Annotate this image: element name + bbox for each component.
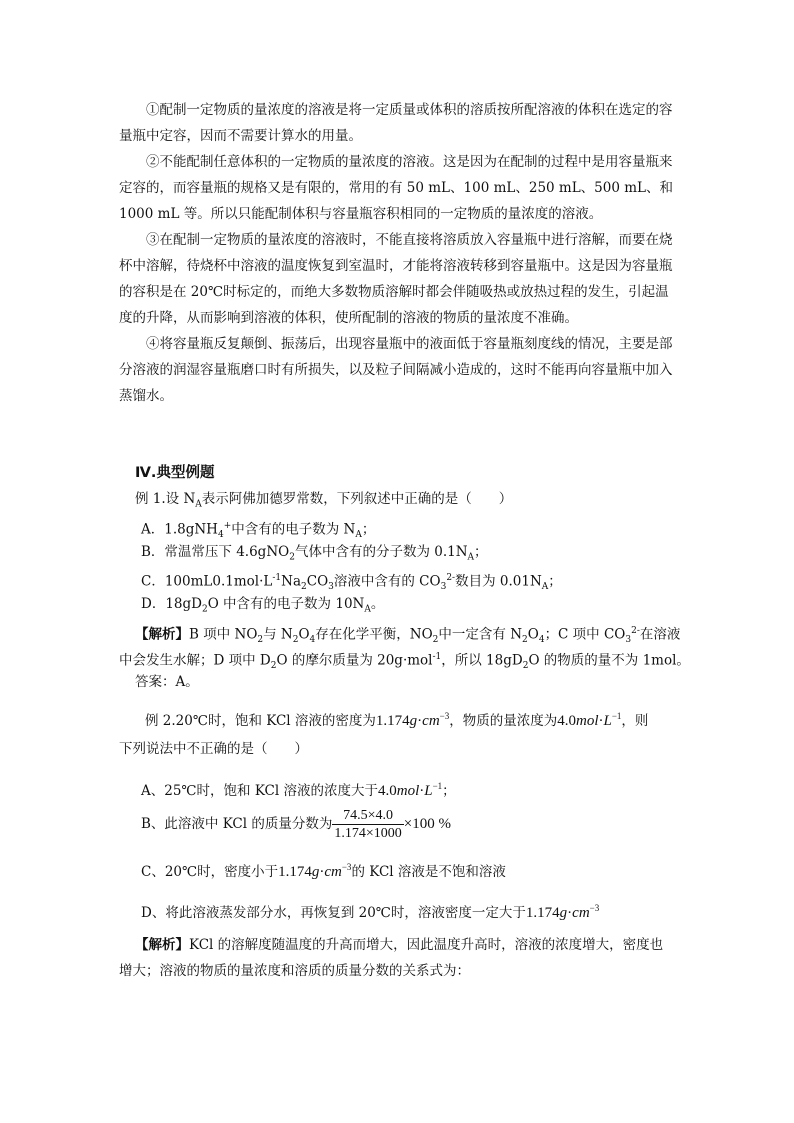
example1-stem: 例 1.设 $N_A$表示阿佛加德罗常数，下列叙述中正确的是（ ） <box>135 491 513 510</box>
example1-answer: 答案：A。 <box>135 674 199 690</box>
note-paragraph-4: ④将容量瓶反复颠倒、振荡后，出现容量瓶中的液面低于容量瓶刻度线的情况，主要是部分溶液的润湿容量瓶磨口时有所损失，以及粒子间隔减小造成的，这时不能再向容量瓶中加入蒸馏水。 <box>119 336 673 404</box>
example1-option-c: C．$100mL0.1mol\cdot L^{-1}Na_2CO_3$溶液中含有的 $CO_3^{2-}$数目为 $0.01N_A$； <box>141 573 562 593</box>
note-paragraph-3: ③在配制一定物质的量浓度的溶液时，不能直接将溶质放入容量瓶中进行溶解，而要在烧杯中溶解，待烧杯中溶液的温度恢复到室温时，才能将溶液转移到容量瓶中。这是因为容量瓶的容积是在 20℃时标定的，而绝大多数物质溶解时都会伴随吸热或放热过程的发生，引起温度的升降，从而影响到溶液的体积，使所配制的溶液的物质的量浓度不准确。 <box>119 232 673 326</box>
note-paragraph-2: ②不能配制任意体积的一定物质的量浓度的溶液。这是因为在配制的过程中是用容量瓶来定容的，而容量瓶的规格又是有限的，常用的有 50 mL、100 mL、250 mL、500 mL、和 1000 mL 等。所以只能配制体积与容量瓶容积相同的一定物质的量浓度的溶液。 <box>119 154 674 222</box>
example2-stem-line1: 例 2.20℃时，饱和 KCl 溶液的密度为$1.174g\cdot cm^{-3}$，物质的量浓度为$4.0mol\cdot L^{-1}$，则 <box>145 711 649 729</box>
example2-option-c: C、20℃时，密度小于$1.174g\cdot cm^{-3}$的 KCl 溶液是不饱和溶液 <box>141 862 506 880</box>
section-title: Ⅳ.典型例题 <box>135 465 215 481</box>
example1-option-d: D．$18gD_2O$ 中含有的电子数为 $10N_A$。 <box>141 596 385 615</box>
example2-analysis: 【解析】KCl 的溶解度随温度的升高而增大，因此温度升高时，溶液的浓度增大，密度也 增大；溶液的物质的量浓度和溶质的质量分数的关系式为： <box>119 937 664 979</box>
example2-stem-line2: 下列说法中不正确的是（ ） <box>119 741 308 757</box>
example2-option-d: D、将此溶液蒸发部分水，再恢复到 20℃时，溶液密度一定大于$1.174g\cdot cm^{-3}$ <box>141 903 600 921</box>
example2-option-a: A、25℃时，饱和 KCl 溶液的浓度大于$4.0mol\cdot L^{-1}$； <box>141 781 456 799</box>
note-paragraph-1: ①配制一定物质的量浓度的溶液是将一定质量或体积的溶质按所配溶液的体积在选定的容量瓶中定容，因而不需要计算水的用量。 <box>119 102 673 144</box>
example1-option-a: A．1.8gNH$_4$+中含有的电子数为 $N_A$； <box>141 521 376 541</box>
mass-fraction-formula: $\frac{74.5\times 4.0}{1.174\times 1000}$ <box>334 808 402 841</box>
example1-analysis-line1: 【解析】B 项中 $NO_2$与 $N_2O_4$存在化学平衡，$NO_2$中一定含有 $N_2O_4$；C 项中 $CO_3^{2-}$在溶液 <box>135 626 681 646</box>
example2-option-b: B、此溶液中 KCl 的质量分数为 $\frac{74.5\times 4.0}{1.174\times 1000}$ ×100 % <box>141 808 451 841</box>
example1-analysis-line2: 中会发生水解；D 项中 $D_2O$ 的摩尔质量为 20g·mol$^{-1}$，所以 $18gD_2O$ 的物质的量不为 1mol。 <box>119 652 690 672</box>
example1-option-b: B．常温常压下 4.6gNO$_2$气体中含有的分子数为 $0.1N_A$； <box>141 544 488 563</box>
